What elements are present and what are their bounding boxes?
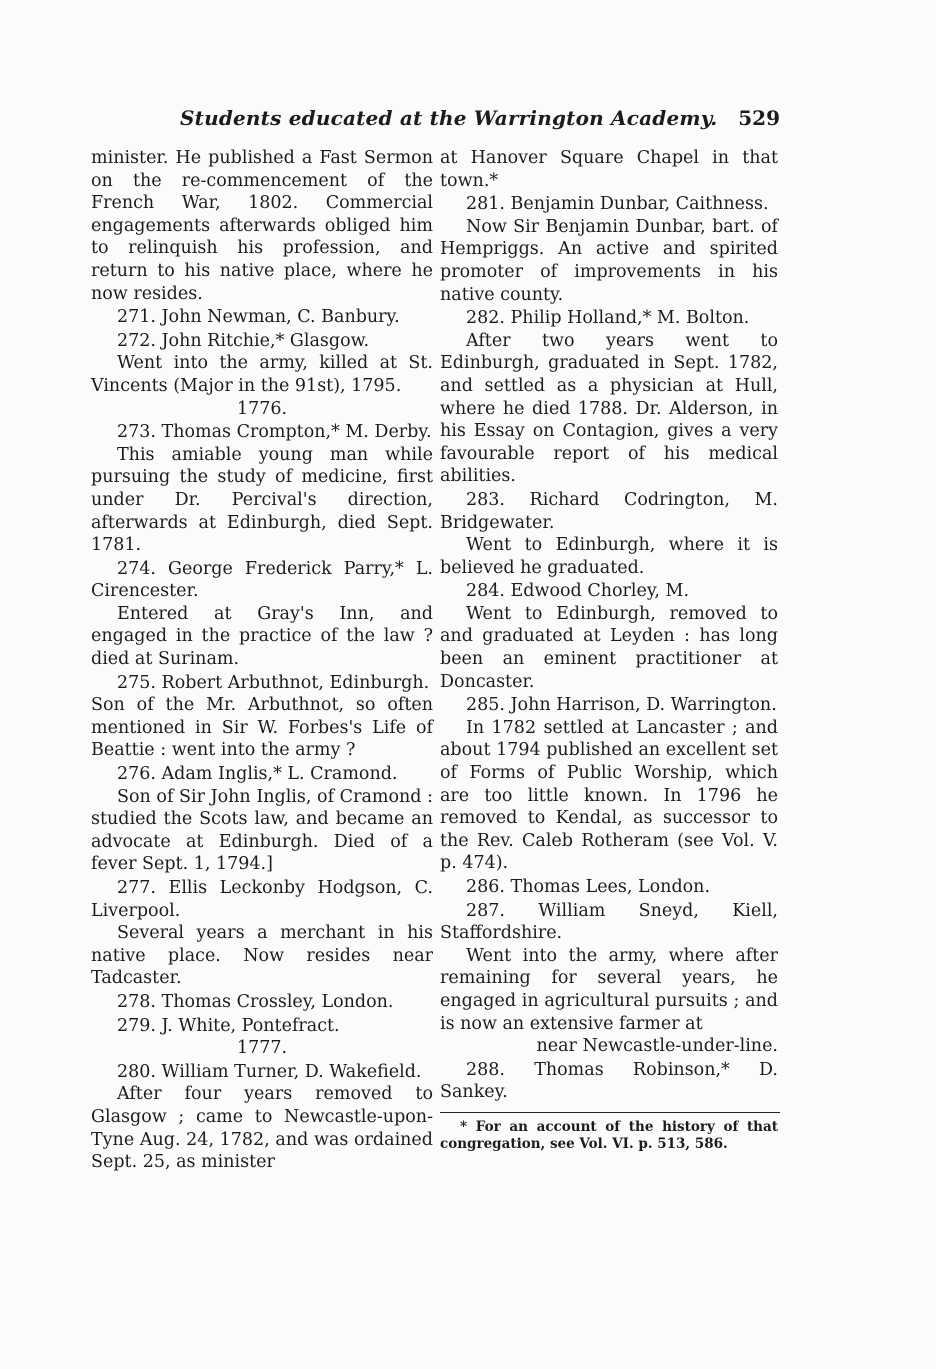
year-heading: 1777. (236, 1038, 288, 1059)
left-column (91, 147, 433, 1174)
paragraph: minister. He published a Fast Sermon on the re-commencement of the French War, 1802. Commercial engagements afterwards obliged him to relinquish his profession, and return to his native place, where he now resides. (91, 148, 433, 304)
entry-heading: 288. Thomas Robinson,* D. Sankey. (440, 1059, 778, 1103)
entry-heading: 273. Thomas Crompton,* M. Derby. (117, 422, 432, 443)
entry-heading: 287. William Sneyd, Kiell, Staffordshire. (440, 900, 778, 944)
paragraph: at Hanover Square Chapel in that town.* (440, 148, 778, 191)
right-column (440, 147, 778, 1153)
paragraph: Son of Sir John Inglis, of Cramond : studied the Scots law, and became an advocate at Edinburgh. Died of a fever Sept. 1, 1794.] (91, 786, 433, 875)
year-heading: 1776. (236, 398, 288, 419)
entry-heading: 285. John Harrison, D. Warrington. (466, 695, 777, 716)
entry-heading: 272. John Ritchie,* Glasgow. (117, 330, 370, 351)
footnote-text: * For an account of the history of that congregation, see Vol. VI. p. 513, 586. (440, 1118, 778, 1152)
running-header (180, 106, 780, 136)
paragraph: Went to Edinburgh, removed to and graduated at Leyden : has long been an eminent practitioner at Doncaster. (440, 603, 778, 692)
paragraph: Went into the army, where after remaining for several years, he engaged in agricultural pursuits ; and is now an extensive farmer at (440, 945, 778, 1034)
entry-heading: 281. Benjamin Dunbar, Caithness. (466, 194, 769, 215)
paragraph: After two years went to Edinburgh, graduated in Sept. 1782, and settled as a physician at Hull, where he died 1788. Dr. Alderson, in his Essay on Contagion, gives a very favourable report of his medical abilities. (440, 330, 778, 487)
page-number: 529 (738, 106, 780, 130)
entry-heading: 282. Philip Holland,* M. Bolton. (466, 308, 750, 329)
entry-heading: 274. George Frederick Parry,* L. Cirencester. (91, 558, 433, 602)
entry-heading: 277. Ellis Leckonby Hodgson, C. Liverpool. (91, 878, 433, 921)
entry-heading: 271. John Newman, C. Banbury. (117, 307, 400, 328)
paragraph: This amiable young man while pursuing the study of medicine, first under Dr. Percival's direction, afterwards at Edinburgh, died Sept. 1781. (91, 444, 433, 556)
paragraph: Entered at Gray's Inn, and engaged in the practice of the law ? died at Surinam. (91, 603, 433, 670)
entry-heading: 275. Robert Arbuthnot, Edinburgh. (117, 672, 430, 693)
entry-heading: 278. Thomas Crossley, London. (117, 991, 394, 1012)
entry-heading: 280. William Turner, D. Wakefield. (117, 1061, 422, 1082)
entry-heading: 286. Thomas Lees, London. (466, 877, 711, 897)
paragraph: Went into the army, killed at St. Vincents (Major in the 91st), 1795. (91, 353, 433, 396)
paragraph: Went to Edinburgh, where it is believed he graduated. (440, 535, 778, 578)
paragraph: In 1782 settled at Lancaster ; and about 1794 published an excellent set of Forms of Public Worship, which are too little known. In 1796 he removed to Kendal, as successor to the Rev. Caleb Rotheram (see Vol. V. p. 474). (440, 717, 778, 874)
paragraph: After four years removed to Glasgow ; came to Newcastle-upon-Tyne Aug. 24, 1782, and was ordained Sept. 25, as minister (91, 1084, 433, 1173)
paragraph-continuation: near Newcastle-under-line. (536, 1036, 778, 1057)
paragraph: Several years a merchant in his native place. Now resides near Tadcaster. (91, 923, 433, 989)
paragraph: Now Sir Benjamin Dunbar, bart. of Hempriggs. An active and spirited promoter of improvements in his native county. (440, 216, 778, 305)
paragraph: Son of the Mr. Arbuthnot, so often mentioned in Sir W. Forbes's Life of Beattie : went into the army ? (91, 695, 433, 761)
footnote (440, 1119, 778, 1153)
entry-heading: 279. J. White, Pontefract. (117, 1015, 340, 1036)
entry-heading: 284. Edwood Chorley, M. (466, 581, 690, 602)
footnote-divider (440, 1112, 780, 1113)
entry-heading: 283. Richard Codrington, M. Bridgewater. (440, 489, 778, 533)
running-title: Students educated at the Warrington Academy. (180, 106, 718, 130)
entry-heading: 276. Adam Inglis,* L. Cramond. (117, 764, 398, 785)
